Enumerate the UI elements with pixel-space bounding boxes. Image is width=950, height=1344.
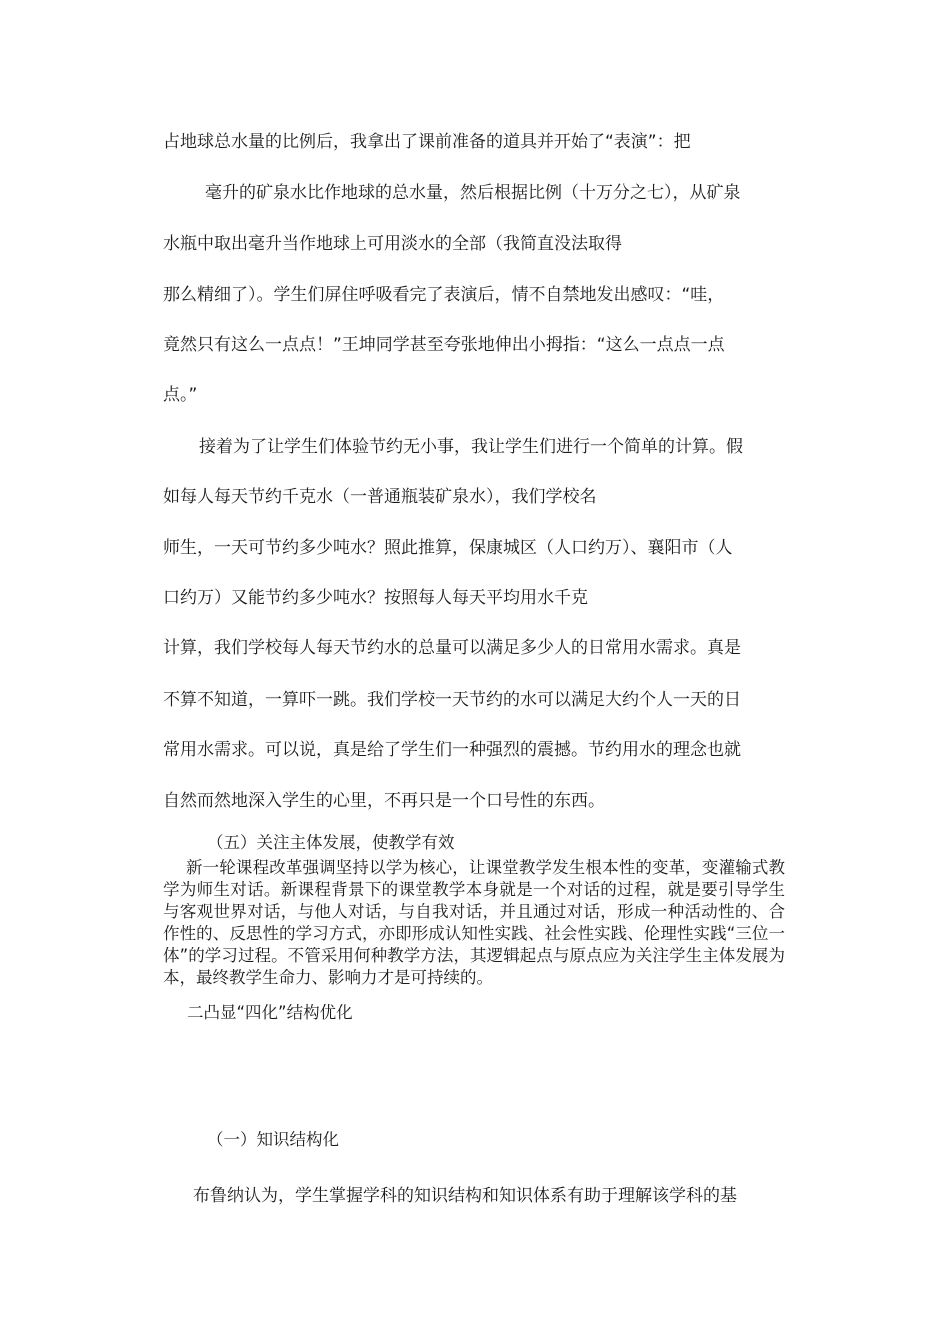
text-line: 点。” bbox=[163, 385, 198, 405]
text-line: 不算不知道，一算吓一跳。我们学校一天节约的水可以满足大约个人一天的日 bbox=[163, 690, 741, 710]
section-heading: （五）关注主体发展，使教学有效 bbox=[207, 833, 455, 852]
text-line: 常用水需求。可以说，真是给了学生们一种强烈的震撼。节约用水的理念也就 bbox=[163, 740, 741, 760]
text-line: 竟然只有这么一点点！”王坤同学甚至夸张地伸出小拇指：“这么一点点一点 bbox=[163, 335, 725, 355]
text-line: 自然而然地深入学生的心里，不再只是一个口号性的东西。 bbox=[163, 791, 605, 811]
text-line: 布鲁纳认为，学生掌握学科的知识结构和知识体系有助于理解该学科的基 bbox=[193, 1186, 737, 1206]
text-line: 如每人每天节约千克水（一普通瓶装矿泉水），我们学校名 bbox=[163, 487, 597, 507]
text-line: 接着为了让学生们体验节约无小事，我让学生们进行一个简单的计算。假 bbox=[199, 437, 743, 457]
text-line: 计算，我们学校每人每天节约水的总量可以满足多少人的日常用水需求。真是 bbox=[163, 638, 741, 658]
text-line: 那么精细了）。学生们屏住呼吸看完了表演后，情不自禁地发出感叹：“哇， bbox=[163, 285, 725, 305]
text-line: 口约万）又能节约多少吨水？按照每人每天平均用水千克 bbox=[163, 588, 588, 608]
chapter-heading: 二凸显“四化”结构优化 bbox=[187, 1003, 353, 1022]
text-line: 占地球总水量的比例后，我拿出了课前准备的道具并开始了“表演”：把 bbox=[163, 132, 691, 152]
text-line: 水瓶中取出毫升当作地球上可用淡水的全部（我简直没法取得 bbox=[163, 234, 622, 254]
body-paragraph: 新一轮课程改革强调坚持以学为核心，让课堂教学发生根本性的变革，变灌输式教学为师生对话。新课程背景下的课堂教学本身就是一个对话的过程，就是要引导学生与客观世界对话，与他人对话，与自我对话，并且通过对话，形成一种活动性的、合作性的、反思性的学习方式，亦即形成认知性实践、社会性实践、伦理性实践“三位一体”的学习过程。不管采用何种教学方法，其逻辑起点与原点应为关注学生主体发展为本，最终教学生命力、影响力才是可持续的。 bbox=[163, 858, 785, 987]
section-heading: （一）知识结构化 bbox=[207, 1130, 339, 1149]
text-line: 师生，一天可节约多少吨水？照此推算，保康城区（人口约万）、襄阳市（人 bbox=[163, 538, 733, 558]
text-line: 毫升的矿泉水比作地球的总水量，然后根据比例（十万分之七），从矿泉 bbox=[205, 183, 741, 203]
